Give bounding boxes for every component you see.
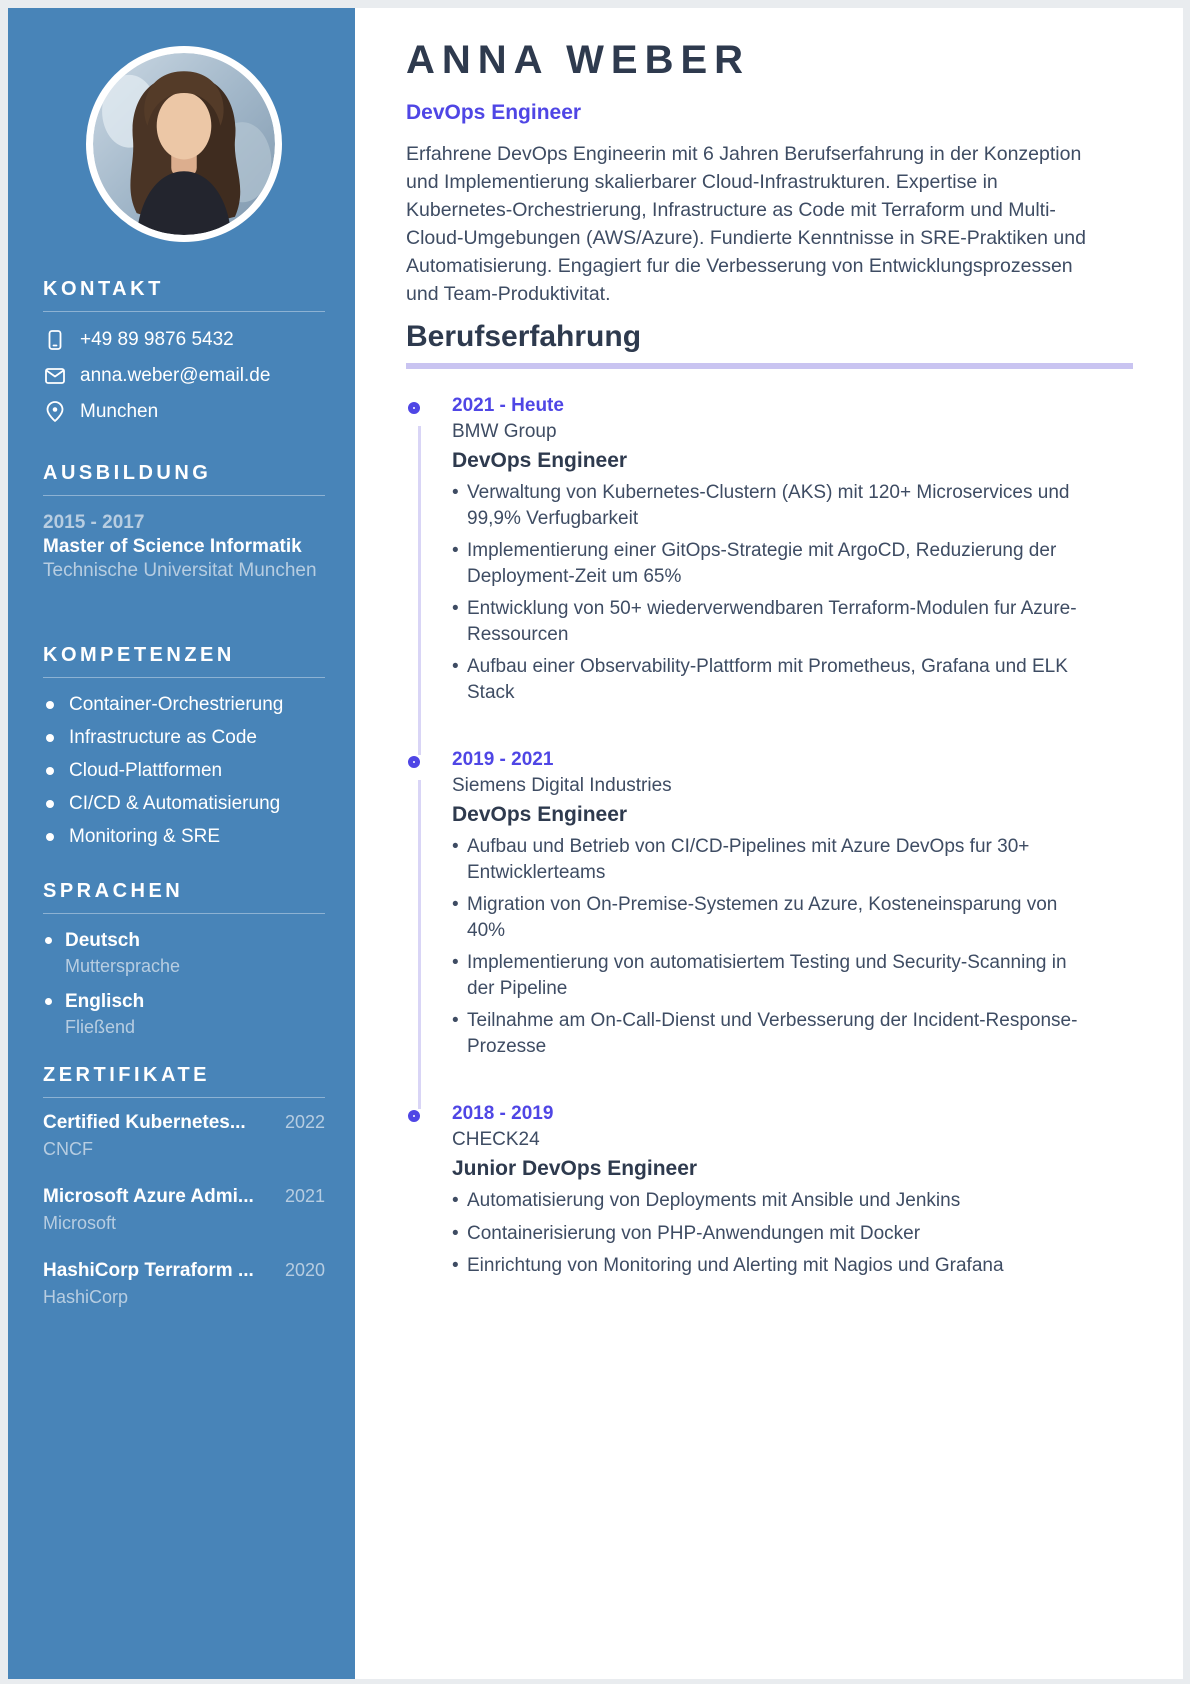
job-entry xyxy=(408,395,1133,705)
job-bullet: • Entwicklung von 50+ wiederverwendbaren Terraform-Modulen fur Azure-Ressourcen xyxy=(452,596,1092,647)
education-period: 2015 - 2017 xyxy=(43,512,145,533)
profile-summary: Erfahrene DevOps Engineerin mit 6 Jahren Berufserfahrung in der Konzeption und Implementierung skalierbarer Cloud-Infrastrukturen. Expertise in Kubernetes-Orchestrierung, Infrastructure as Code mit Terraform und Multi-Cloud-Umgebungen (AWS/Azure). Fundierte Kenntnisse in SRE-Praktiken und Automatisierung. Engagiert fur die Verbesserung von Entwicklungsprozessen und Team-Produktivitat. xyxy=(406,143,1086,305)
divider xyxy=(43,677,325,678)
contact-phone xyxy=(43,328,325,352)
language-name: Englisch xyxy=(43,991,325,1013)
job-company: CHECK24 xyxy=(452,1129,540,1150)
resume-page xyxy=(8,8,1183,1679)
certificate-item xyxy=(43,1112,325,1160)
education-heading: AUSBILDUNG xyxy=(43,462,212,484)
job-role: Junior DevOps Engineer xyxy=(452,1157,698,1180)
phone-icon xyxy=(43,328,67,352)
timeline-dot-icon xyxy=(408,1110,420,1122)
certificates-heading: ZERTIFIKATE xyxy=(43,1064,211,1086)
certificate-name: HashiCorp Terraform ... xyxy=(43,1260,254,1281)
timeline-dot-icon xyxy=(408,402,420,414)
candidate-name: ANNA WEBER xyxy=(406,38,751,82)
job-bullet: • Migration von On-Premise-Systemen zu Azure, Kosteneinsparung von 40% xyxy=(452,892,1092,943)
language-item xyxy=(43,930,325,977)
job-bullet: • Implementierung einer GitOps-Strategie mit ArgoCD, Reduzierung der Deployment-Zeit um 65% xyxy=(452,538,1092,589)
experience-heading: Berufserfahrung xyxy=(406,320,1133,369)
job-period: 2021 - Heute xyxy=(452,395,564,416)
portrait-image xyxy=(93,53,275,235)
profile-photo xyxy=(86,46,282,242)
job-period: 2018 - 2019 xyxy=(452,1103,554,1124)
certificate-year: 2020 xyxy=(284,1260,325,1280)
language-level: Muttersprache xyxy=(65,956,181,976)
job-bullet: • Aufbau und Betrieb von CI/CD-Pipelines mit Azure DevOps fur 30+ Entwicklerteams xyxy=(452,834,1092,885)
contact-email xyxy=(43,364,325,388)
job-bullet: • Containerisierung von PHP-Anwendungen mit Docker xyxy=(452,1221,1092,1247)
divider xyxy=(43,495,325,496)
certificate-item xyxy=(43,1186,325,1234)
skill-item: Cloud-Plattformen xyxy=(43,760,325,782)
skill-item: Infrastructure as Code xyxy=(43,727,325,749)
certificate-issuer: Microsoft xyxy=(43,1213,117,1233)
divider xyxy=(43,311,325,312)
certificate-year: 2022 xyxy=(284,1112,325,1132)
divider xyxy=(43,913,325,914)
email-icon xyxy=(43,364,67,388)
language-level: Fließend xyxy=(65,1017,136,1037)
education-section xyxy=(43,462,325,582)
job-role: DevOps Engineer xyxy=(452,803,628,826)
job-bullet: • Automatisierung von Deployments mit Ansible und Jenkins xyxy=(452,1188,1092,1214)
divider xyxy=(43,1097,325,1098)
job-company: BMW Group xyxy=(452,421,557,442)
job-bullet: • Einrichtung von Monitoring und Alerting mit Nagios und Grafana xyxy=(452,1253,1092,1279)
job-entry xyxy=(408,1103,1133,1279)
languages-heading: SPRACHEN xyxy=(43,880,184,902)
location-pin-icon xyxy=(43,400,67,424)
education-school: Technische Universitat Munchen xyxy=(43,560,317,581)
timeline-rail xyxy=(418,780,421,1109)
skill-item: Monitoring & SRE xyxy=(43,826,325,848)
experience-timeline xyxy=(408,395,1133,1279)
skills-section xyxy=(43,644,325,848)
certificate-year: 2021 xyxy=(284,1186,325,1206)
language-item xyxy=(43,991,325,1038)
job-bullet: • Verwaltung von Kubernetes-Clustern (AKS) mit 120+ Microservices und 99,9% Verfugbarkeit xyxy=(452,480,1092,531)
job-bullet: • Aufbau einer Observability-Plattform mit Prometheus, Grafana und ELK Stack xyxy=(452,654,1092,705)
education-degree: Master of Science Informatik xyxy=(43,536,302,557)
email-value: anna.weber@email.de xyxy=(80,365,271,386)
certificate-issuer: HashiCorp xyxy=(43,1287,129,1307)
contact-heading: KONTAKT xyxy=(43,278,164,300)
job-company: Siemens Digital Industries xyxy=(452,775,672,796)
sidebar xyxy=(8,8,355,1679)
main-content xyxy=(355,8,1183,1679)
certificate-name: Microsoft Azure Admi... xyxy=(43,1186,254,1207)
certificates-section xyxy=(43,1064,325,1308)
job-period: 2019 - 2021 xyxy=(452,749,554,770)
certificate-item xyxy=(43,1260,325,1308)
job-role: DevOps Engineer xyxy=(452,449,628,472)
location-value: Munchen xyxy=(80,401,159,422)
phone-value: +49 89 9876 5432 xyxy=(80,329,234,350)
certificate-name: Certified Kubernetes... xyxy=(43,1112,246,1133)
job-entry xyxy=(408,749,1133,1059)
timeline-rail xyxy=(418,426,421,755)
skills-heading: KOMPETENZEN xyxy=(43,644,235,666)
contact-location xyxy=(43,400,325,424)
job-bullet: • Teilnahme am On-Call-Dienst und Verbesserung der Incident-Response-Prozesse xyxy=(452,1008,1092,1059)
timeline-dot-icon xyxy=(408,756,420,768)
job-bullet: • Implementierung von automatisiertem Testing und Security-Scanning in der Pipeline xyxy=(452,950,1092,1001)
candidate-title: DevOps Engineer xyxy=(406,101,582,124)
contact-section xyxy=(43,278,325,424)
languages-section xyxy=(43,880,325,1038)
language-name: Deutsch xyxy=(43,930,325,952)
certificate-issuer: CNCF xyxy=(43,1139,93,1159)
skill-item: CI/CD & Automatisierung xyxy=(43,793,325,815)
skill-item: Container-Orchestrierung xyxy=(43,694,325,716)
